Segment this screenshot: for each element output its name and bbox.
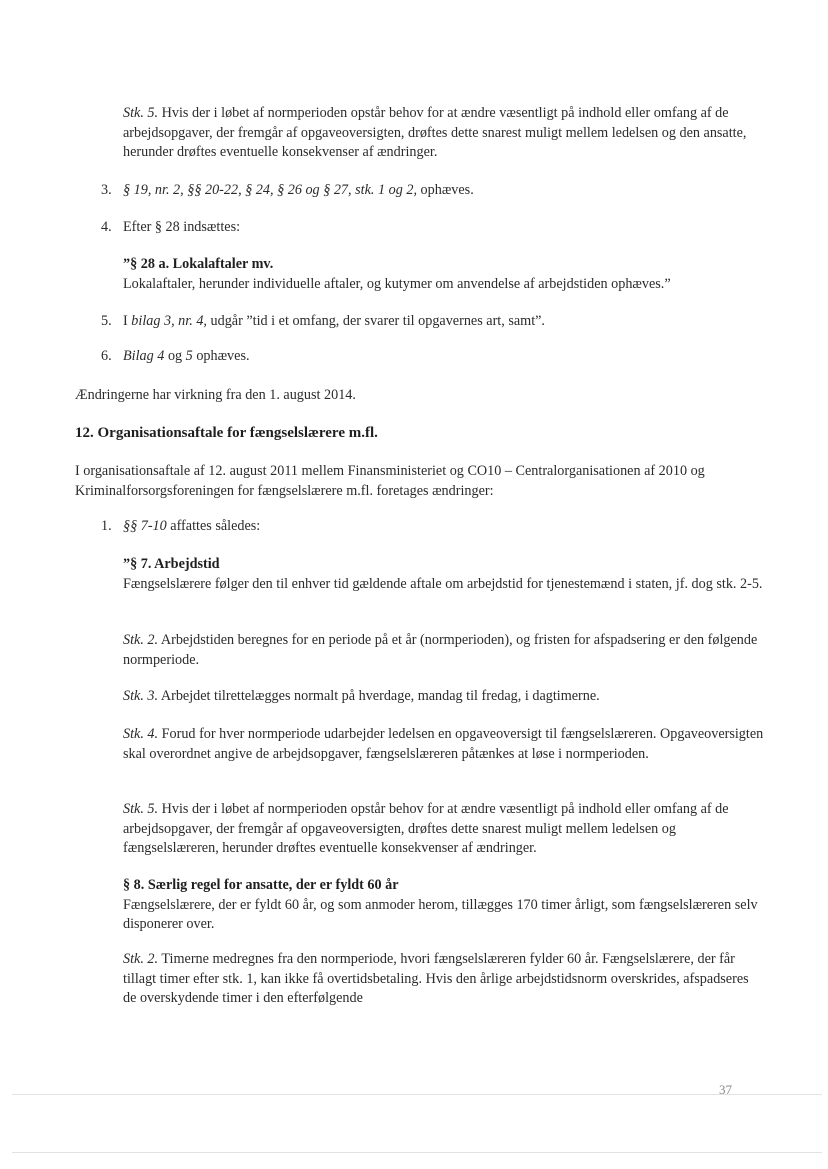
section-reference: § 19, nr. 2, §§ 20-22, § 24, § 26 og § 27, stk. 1 og 2, — [123, 182, 417, 198]
paragraph-text: Forud for hver normperiode udarbejder ledelsen en opgaveoversigt til fængselslæreren. Opgaveoversigten skal overordnet angive de arbejdsopgaver, fængselslæreren påtænkes at løse i normperioden. — [123, 726, 764, 762]
stk-label: Stk. 4. — [123, 726, 159, 742]
paragraph-text: Arbejdstiden beregnes for en periode på et år (normperioden), og fristen for afspadsering er den følgende normperiode. — [123, 632, 758, 668]
footer-divider — [12, 1094, 822, 1095]
list-item-1 — [123, 517, 763, 537]
quote-text: Lokalaftaler, herunder individuelle aftaler, og kutymer om anvendelse af arbejdstiden ophæves.” — [123, 275, 671, 292]
list-item-text: udgår ”tid i et omfang, der svarer til opgavernes art, samt”. — [210, 313, 545, 329]
list-item-text: ophæves. — [196, 348, 250, 364]
list-item-prefix: I — [123, 313, 128, 329]
effective-date-text: Ændringerne har virkning fra den 1. august 2014. — [75, 387, 356, 403]
list-item-3 — [123, 181, 763, 201]
section-7-arbejdstid — [123, 555, 778, 594]
paragraph-text: Fængselslærere, der er fyldt 60 år, og som anmoder herom, tillægges 170 timer årligt, som fængselslæreren selv disponerer over. — [123, 896, 758, 932]
paragraph-heading: § 8. Særlig regel for ansatte, der er fyldt 60 år — [123, 877, 399, 893]
list-item-text: ophæves. — [420, 182, 474, 198]
paragraph-text: Timerne medregnes fra den normperiode, hvori fængselslæreren fylder 60 år. Fængselslærere, der får tillagt timer efter stk. 1, kan ikke få overtidsbetaling. Hvis den årlige arbejdstidsnorm overskrides, afspadseres de overskydende timer i den efterfølgende — [123, 951, 749, 1006]
section-8-paragraph — [123, 876, 763, 935]
section-reference: Bilag 4 — [123, 348, 165, 364]
stk-label: Stk. 5. — [123, 105, 159, 121]
stk5-paragraph-top — [123, 104, 763, 163]
list-number: 1. — [101, 518, 112, 534]
stk5-paragraph — [123, 800, 763, 859]
list-item-5 — [123, 312, 763, 332]
section-intro: I organisationsaftale af 12. august 2011 mellem Finansministeriet og CO10 – Centralorganisationen af 2010 og Kriminalforsorgsforeningen for fængselslærere m.fl. foretages ændringer: — [75, 463, 705, 499]
paragraph-heading: ”§ 7. Arbejdstid — [123, 556, 220, 572]
quote-heading: ”§ 28 a. Lokalaftaler mv. — [123, 256, 274, 272]
section-heading: 12. Organisationsaftale for fængselslærere m.fl. — [75, 425, 378, 441]
stk-label: Stk. 2. — [123, 632, 159, 648]
list-number: 6. — [101, 348, 112, 364]
section-8-stk2-paragraph — [123, 950, 763, 1009]
section-reference: bilag 3, nr. 4, — [131, 313, 207, 329]
section-reference: 5 — [185, 348, 193, 364]
page-number: 37 — [719, 1082, 732, 1097]
stk-label: Stk. 2. — [123, 951, 159, 967]
section-reference: §§ 7-10 — [123, 518, 167, 534]
stk2-paragraph — [123, 631, 763, 670]
list-number: 5. — [101, 313, 112, 329]
paragraph-text: Arbejdet tilrettelægges normalt på hverdage, mandag til fredag, i dagtimerne. — [160, 688, 600, 704]
list-item-6 — [123, 347, 763, 367]
stk-label: Stk. 5. — [123, 801, 159, 817]
bottom-divider — [12, 1152, 822, 1153]
paragraph-text: Hvis der i løbet af normperioden opstår behov for at ændre væsentligt på indhold eller omfang af de arbejdsopgaver, der fremgår af opgaveoversigten, drøftes dette snarest muligt mellem ledelsen og den ansatte, herunder drøftes eventuelle konsekvenser af ændringer. — [123, 105, 747, 160]
quote-section-28a — [123, 255, 778, 294]
list-item-text: affattes således: — [170, 518, 261, 534]
paragraph-text: Fængselslærere følger den til enhver tid gældende aftale om arbejdstid for tjenestemænd i staten, jf. dog stk. 2-5. — [123, 575, 763, 592]
stk3-paragraph — [123, 687, 778, 707]
stk-label: Stk. 3. — [123, 688, 159, 704]
list-number: 4. — [101, 219, 112, 235]
stk4-paragraph — [123, 725, 778, 764]
paragraph-text: Hvis der i løbet af normperioden opstår behov for at ændre væsentligt på indhold eller omfang af de arbejdsopgaver, der fremgår af opgaveoversigten, drøftes dette snarest muligt mellem ledelsen og fængselslæreren, herunder drøftes eventuelle konsekvenser af ændringer. — [123, 801, 729, 856]
list-item-4: Efter § 28 indsættes: — [123, 219, 241, 235]
list-number: 3. — [101, 182, 112, 198]
conjunction: og — [167, 348, 183, 364]
